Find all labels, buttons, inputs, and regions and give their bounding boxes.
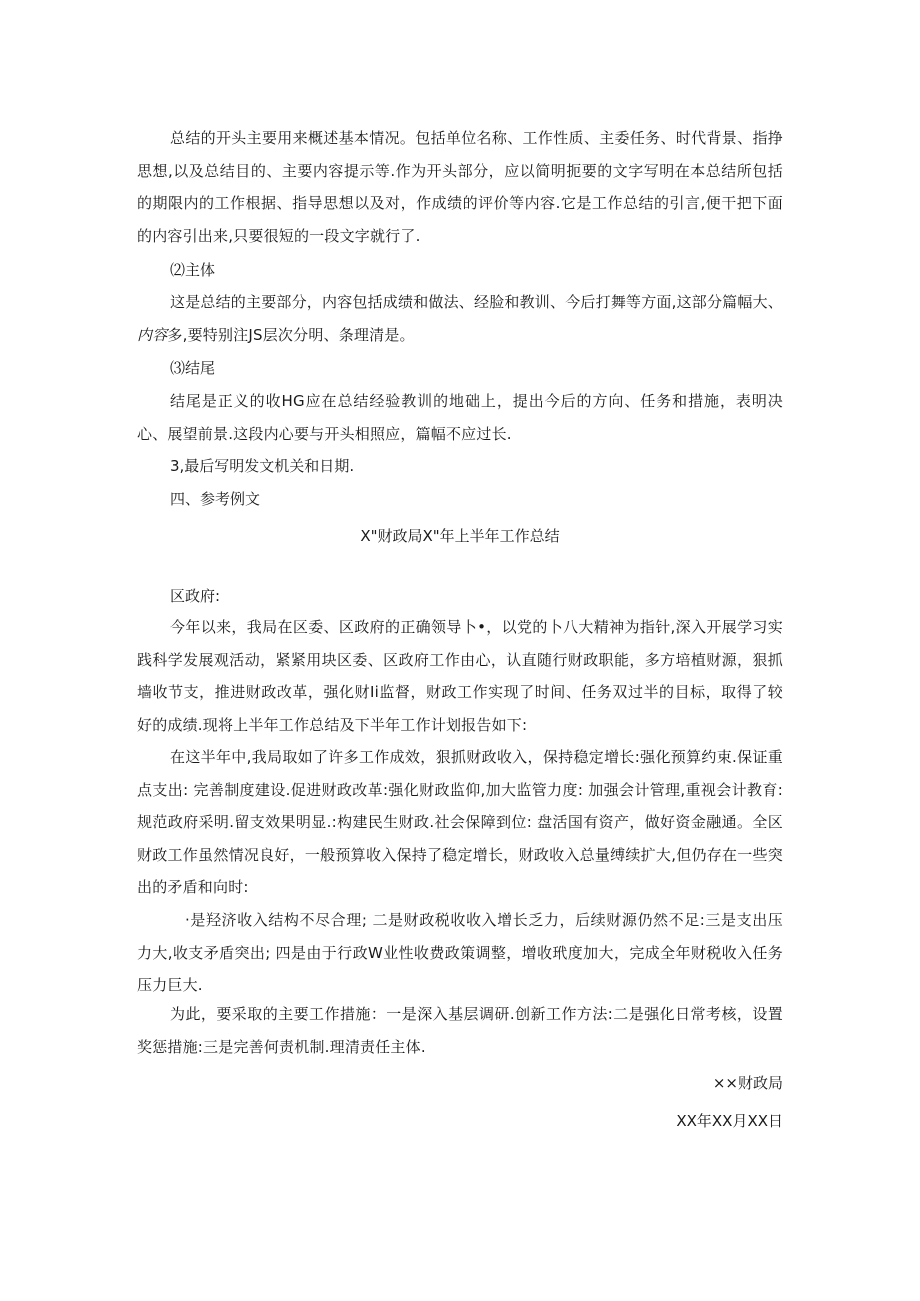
sample-paragraph-3-text: ·是羟济收入结构不尽合理; 二是财政税收收入增长乏力，后续财源仍然不足:三是支出压力大,收支矛盾突出; 四是由于行政W业性收费政策调整，增收玳度加大，完成全年财税收入任务压力巨大. <box>137 911 783 994</box>
section-four-heading: 四、参考例文 <box>170 490 261 508</box>
paragraph-opening-text: 总结的开头主要用来概述基本情况。包括单位名称、工作性质、主委任务、时代背景、指挣思想,以及总结目的、主要内容提示等.作为开头部分，应以简明扼要的文字写明在本总结所包括的期限内的工作根据、指导思想以及对，作成绩的评价等内容.它是工作总结的引言,便干把下面的内容引出来,只要很短的一段文字就行了. <box>137 129 783 245</box>
sample-paragraph-1-text: 今年以来，我局在区委、区政府的正确领导卜•，以党的卜八大精神为指针,深入开展学习实践科学发展观活动，紧紧用块区委、区政府工作由心，认直随行财政职能，多方培植财源，狠抓墙收节支，推进财政改革，强化财Ii监督，财政工作实现了时间、任务双过半的目标，取得了较好的成绩.现将上半年工作总结及下半年工作计划报告如下: <box>137 618 783 734</box>
paragraph-main-body-italic: 内容 <box>137 325 168 344</box>
heading-ending: ⑶结尾 <box>170 359 216 377</box>
paragraph-opening <box>137 122 783 252</box>
sample-paragraph-1 <box>137 611 783 741</box>
sample-paragraph-2-text: 在这半年中,我局取如了许多工作成效，狠抓财政收入，保持稳定增长:强化预算约束.保证重点支出: 完善制度建设.促进财政改革:强化财政监仰,加大监管力度: 加强会计管理,重视会计教育:规范政府采明.留支效果明显.:构建民生财政.社会保障到位: 盘活国有资产，做好资金融通。全区财政工作虽然情况良好，一般预算收入保持了稳定增长，财政收入总量缚续扩大,但仍存在一些突出的矛盾和向时: <box>137 748 783 896</box>
paragraph-main-body <box>137 286 783 351</box>
sample-salutation: 区政府: <box>170 587 221 605</box>
sample-title: X"财政局X"年上半年工作总结 <box>360 527 560 545</box>
sample-paragraph-3 <box>137 904 783 1002</box>
sample-date: XX年XX月XX日 <box>676 1112 783 1130</box>
paragraph-main-body-text-b: 多,要特别注JS层次分明、条理清是。 <box>167 325 415 344</box>
sample-paragraph-4 <box>137 998 783 1063</box>
item-three: 3,最后写明发文机关和日期. <box>170 457 355 475</box>
paragraph-ending-text: 结尾是正义的收HG应在总结经验教训的地础上，提出今后的方向、任务和措施，表明决心、展望前景.这段内心要与开头相照应，篇幅不应过长. <box>137 392 783 443</box>
paragraph-main-body-text-a: 这是总结的主要部分，内容包括成绩和做法、经脸和教训、今后打舞等方面,这部分篇幅大、 <box>170 293 783 311</box>
paragraph-ending <box>137 385 783 450</box>
sample-paragraph-4-text: 为此，要采取的主要工作措施：一是深入基层调研.创新工作方法:二是强化日常考核，设置奖惩措施:三是完善何责机制.理清责任主体. <box>137 1005 783 1056</box>
sample-signature: ××财政局 <box>712 1074 783 1092</box>
heading-main-body: ⑵主体 <box>170 261 216 279</box>
sample-paragraph-2 <box>137 741 783 904</box>
